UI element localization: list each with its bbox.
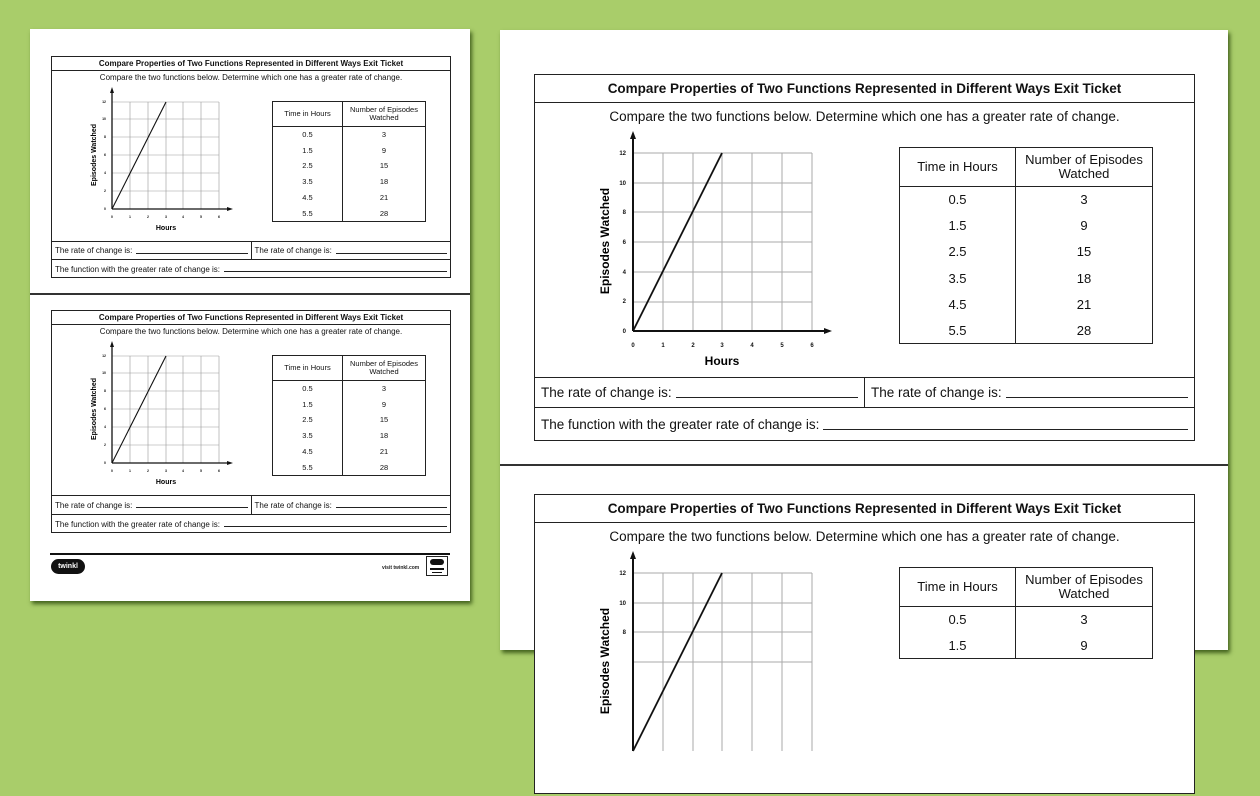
line-graph: [590, 551, 890, 796]
svg-text:12: 12: [619, 571, 626, 577]
svg-text:2: 2: [622, 299, 626, 305]
worksheet-page-zoomed[interactable]: [500, 30, 1228, 715]
y-axis-label: Episodes Watched: [91, 378, 98, 440]
ticket-title: Compare Properties of Two Functions Represented in Different Ways Exit Ticket: [52, 311, 450, 325]
svg-text:6: 6: [622, 240, 626, 246]
svg-text:6: 6: [218, 215, 220, 219]
ticket-title: Compare Properties of Two Functions Represented in Different Ways Exit Ticket: [535, 75, 1194, 103]
footer-rule: [50, 553, 450, 555]
svg-text:2: 2: [691, 343, 695, 349]
exit-ticket-2-large: [534, 494, 1195, 794]
ticket-title: Compare Properties of Two Functions Represented in Different Ways Exit Ticket: [535, 495, 1194, 523]
svg-text:12: 12: [102, 354, 106, 358]
rate-of-change-field-2[interactable]: The rate of change is:: [864, 378, 1194, 407]
x-axis-label: Hours: [704, 354, 740, 368]
greater-rate-field[interactable]: The function with the greater rate of change is:: [535, 408, 1194, 441]
ticket-instruction: Compare the two functions below. Determine which one has a greater rate of change.: [99, 327, 403, 336]
svg-text:6: 6: [104, 153, 106, 157]
ticket-title: Compare Properties of Two Functions Represented in Different Ways Exit Ticket: [52, 57, 450, 71]
svg-text:5: 5: [200, 469, 202, 473]
svg-text:6: 6: [104, 407, 106, 411]
svg-text:2: 2: [104, 443, 106, 447]
data-table: Time in Hours Number of Episodes Watched 0.5 3 1.5 9 2.5 15 3.5 18 4.5 21 5.5 28: [272, 101, 426, 222]
exit-ticket-2: [51, 310, 451, 533]
svg-text:4: 4: [182, 469, 184, 473]
svg-text:10: 10: [619, 181, 626, 187]
exit-ticket-1: [51, 56, 451, 278]
y-axis-label: Episodes Watched: [91, 124, 98, 186]
ticket-instruction: Compare the two functions below. Determine which one has a greater rate of change.: [609, 529, 1120, 544]
svg-text:1: 1: [661, 343, 665, 349]
svg-text:1: 1: [129, 469, 131, 473]
rate-of-change-field-2[interactable]: The rate of change is:: [251, 496, 451, 514]
data-table: Time in Hours Number of Episodes Watched 0.5 3 1.5 9 2.5 15 3.5 18 4.5 21 5.5 28: [899, 147, 1153, 344]
data-table: Time in Hours Number of Episodes Watched 0.5 3 1.5 9: [899, 567, 1153, 659]
svg-text:12: 12: [102, 100, 106, 104]
rate-of-change-field-2[interactable]: The rate of change is:: [251, 242, 451, 259]
twinkl-logo: twinkl: [51, 559, 85, 574]
rate-of-change-field-1[interactable]: The rate of change is:: [535, 378, 864, 407]
quality-badge-icon: [426, 556, 448, 576]
cut-line: [500, 464, 1228, 466]
svg-text:8: 8: [622, 210, 626, 216]
data-table: Time in Hours Number of Episodes Watched 0.5 3 1.5 9 2.5 15 3.5 18 4.5 21 5.5 28: [272, 355, 426, 476]
svg-text:3: 3: [165, 469, 167, 473]
svg-text:8: 8: [622, 630, 626, 636]
svg-text:6: 6: [218, 469, 220, 473]
svg-text:8: 8: [104, 135, 106, 139]
svg-text:4: 4: [622, 270, 626, 276]
svg-text:4: 4: [104, 171, 106, 175]
svg-text:4: 4: [750, 343, 754, 349]
svg-text:3: 3: [165, 215, 167, 219]
svg-text:8: 8: [104, 389, 106, 393]
svg-text:2: 2: [104, 189, 106, 193]
svg-text:5: 5: [780, 343, 784, 349]
rate-of-change-field-1[interactable]: The rate of change is:: [52, 242, 251, 259]
svg-text:12: 12: [619, 151, 626, 157]
y-axis-label: Episodes Watched: [598, 607, 612, 715]
rate-of-change-field-1[interactable]: The rate of change is:: [52, 496, 251, 514]
svg-text:0: 0: [104, 461, 106, 465]
x-axis-label: Hours: [155, 479, 177, 486]
ticket-instruction: Compare the two functions below. Determine which one has a greater rate of change.: [609, 109, 1120, 124]
svg-text:4: 4: [182, 215, 184, 219]
worksheet-page-thumbnail[interactable]: [30, 29, 470, 601]
svg-text:10: 10: [102, 117, 106, 121]
svg-text:0: 0: [104, 207, 106, 211]
svg-text:3: 3: [720, 343, 724, 349]
svg-text:6: 6: [810, 343, 814, 349]
line-graph: [82, 85, 252, 235]
svg-text:0: 0: [111, 215, 113, 219]
line-graph: [590, 131, 890, 376]
y-axis-label: Episodes Watched: [598, 187, 612, 295]
svg-text:4: 4: [104, 425, 106, 429]
svg-text:10: 10: [619, 601, 626, 607]
x-axis-label: Hours: [155, 225, 177, 232]
svg-text:2: 2: [147, 469, 149, 473]
greater-rate-field[interactable]: The function with the greater rate of change is:: [52, 515, 450, 533]
svg-text:10: 10: [102, 371, 106, 375]
ticket-instruction: Compare the two functions below. Determine which one has a greater rate of change.: [99, 73, 403, 82]
svg-text:2: 2: [147, 215, 149, 219]
line-graph: [82, 339, 252, 489]
svg-text:0: 0: [631, 343, 635, 349]
svg-text:0: 0: [111, 469, 113, 473]
svg-text:1: 1: [129, 215, 131, 219]
exit-ticket-1-large: [534, 74, 1195, 441]
svg-text:0: 0: [622, 329, 626, 335]
greater-rate-field[interactable]: The function with the greater rate of change is:: [52, 260, 450, 278]
footer-url: visit twinkl.com: [382, 565, 420, 571]
svg-text:5: 5: [200, 215, 202, 219]
cut-line: [30, 293, 470, 295]
